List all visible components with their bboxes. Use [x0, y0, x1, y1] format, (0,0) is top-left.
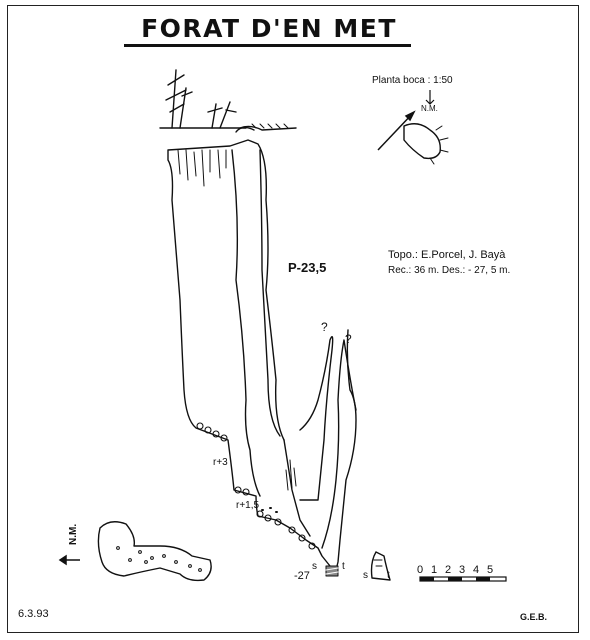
step-label: r+1,5 — [236, 500, 260, 511]
bottom-t-label: t — [342, 561, 345, 572]
author-label: G.E.B. — [520, 612, 548, 622]
date-label: 6.3.93 — [18, 608, 49, 620]
topo-label: Topo.: E.Porcel, J. Bayà — [388, 249, 506, 261]
page-title: FORAT D'EN MET — [141, 14, 397, 43]
step-label: r+3 — [213, 457, 228, 468]
rec-label: Rec.: 36 m. Des.: - 27, 5 m. — [388, 265, 511, 276]
scale-tick: 2 — [445, 564, 452, 576]
scale-tick: 1 — [431, 564, 438, 576]
map-north-label: N.M. — [68, 523, 79, 545]
north-label: N.M. — [421, 104, 438, 113]
bottom-s-label: s — [312, 561, 317, 572]
side-s-label: s — [363, 570, 368, 581]
entrance-plan — [404, 124, 440, 159]
map-north-arrow-icon — [60, 556, 80, 564]
scale-tick: 3 — [459, 564, 466, 576]
plan-outline — [98, 522, 211, 581]
scale-bar — [420, 577, 506, 581]
question-mark: ? — [345, 332, 352, 346]
plan-pointer-icon — [426, 90, 434, 104]
pitch-label: P-23,5 — [288, 260, 327, 275]
scale-tick: 4 — [473, 564, 480, 576]
bottom-pool — [326, 566, 338, 576]
question-mark: ? — [321, 320, 328, 334]
scale-tick: 0 — [417, 564, 424, 576]
vegetation-icon — [160, 70, 246, 128]
side-t-label: t — [387, 570, 390, 581]
plan-label: Planta boca : 1:50 — [372, 75, 453, 86]
depth-label: -27 — [294, 570, 310, 582]
scale-tick: 5 — [487, 564, 494, 576]
